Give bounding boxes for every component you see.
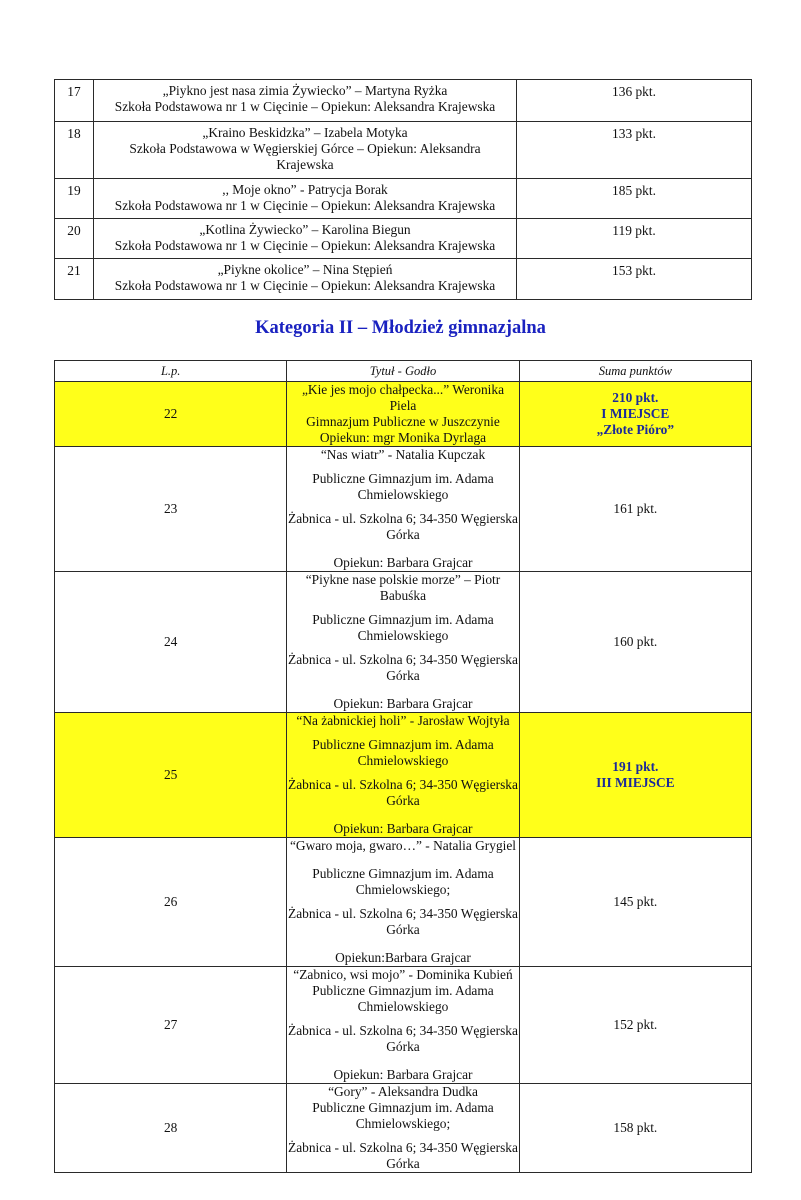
entry-cell <box>287 967 519 1084</box>
entry-guardian-line: Opiekun:Barbara Grajcar <box>335 950 471 965</box>
entry-title-line: “Nas wiatr” - Natalia Kupczak <box>320 447 486 462</box>
entry-cell <box>287 447 519 572</box>
entry-school-line: Szkoła Podstawowa nr 1 w Cięcinie – Opiekun: Aleksandra Krajewska <box>114 278 496 293</box>
row-number: 22 <box>55 382 287 447</box>
entry-title-line: „Kie jes mojo chałpecka...” Weronika Piela <box>301 382 505 413</box>
entry-title-line: “Gwaro moja, gwaro…” - Natalia Grygiel <box>289 838 517 853</box>
entry-title-line: „Piykno jest nasa zimia Żywiecko” – Martyna Ryżka <box>162 83 448 98</box>
results-table-category-1 <box>54 79 752 300</box>
table-header-row <box>55 361 752 382</box>
entry-title-line: “Piykne nase polskie morze” – Piotr Babuśka <box>305 572 501 603</box>
entry-cell <box>94 122 517 179</box>
table-row <box>55 447 752 572</box>
entry-school-line: Szkoła Podstawowa w Węgierskiej Górce – Opiekun: Aleksandra <box>129 141 481 156</box>
entry-guardian-line: Opiekun: Barbara Grajcar <box>333 1067 473 1082</box>
points-value: 210 pkt. <box>612 390 659 405</box>
entry-school-line: Krajewska <box>276 157 334 172</box>
entry-cell <box>94 219 517 259</box>
points-cell: 161 pkt. <box>519 447 751 572</box>
table-row <box>55 219 752 259</box>
entry-cell <box>94 179 517 219</box>
points-cell: 158 pkt. <box>519 1084 751 1173</box>
column-header-points: Suma punktów <box>519 361 751 382</box>
entry-address-line: Żabnica - ul. Szkolna 6; 34-350 Węgierska Górka <box>288 777 518 808</box>
points-cell: 152 pkt. <box>519 967 751 1084</box>
column-header-number: L.p. <box>55 361 287 382</box>
entry-cell <box>287 1084 519 1173</box>
entry-school-line: Publiczne Gimnazjum im. Adama Chmielowskiego <box>312 983 494 1014</box>
entry-title-line: “Zabnico, wsi mojo” - Dominika Kubień <box>293 967 513 982</box>
entry-title-line: „Kraino Beskidzka” – Izabela Motyka <box>202 125 408 140</box>
row-number: 18 <box>55 122 94 179</box>
award-name: „Złote Pióro” <box>596 422 675 437</box>
row-number: 23 <box>55 447 287 572</box>
entry-school-line: Publiczne Gimnazjum im. Adama Chmielowskiego <box>312 471 494 502</box>
award-place: III MIEJSCE <box>596 775 675 790</box>
entry-school-line: Szkoła Podstawowa nr 1 w Cięcinie – Opiekun: Aleksandra Krajewska <box>114 99 496 114</box>
table-row <box>55 80 752 122</box>
entry-title-line: “Na żabnickiej holi” - Jarosław Wojtyła <box>296 713 510 728</box>
entry-address-line: Żabnica - ul. Szkolna 6; 34-350 Węgierska Górka <box>288 906 518 937</box>
table-row <box>55 259 752 300</box>
entry-address-line: Żabnica - ul. Szkolna 6; 34-350 Węgierska Górka <box>288 652 518 683</box>
row-number: 20 <box>55 219 94 259</box>
table-row-highlighted <box>55 713 752 838</box>
entry-school-line: Publiczne Gimnazjum im. Adama Chmielowskiego; <box>312 866 494 897</box>
row-number: 27 <box>55 967 287 1084</box>
points-cell: 136 pkt. <box>517 80 752 122</box>
points-cell: 133 pkt. <box>517 122 752 179</box>
entry-cell <box>94 80 517 122</box>
row-number: 21 <box>55 259 94 300</box>
column-header-title: Tytuł - Godło <box>287 361 519 382</box>
points-cell: 185 pkt. <box>517 179 752 219</box>
entry-cell <box>287 572 519 713</box>
row-number: 24 <box>55 572 287 713</box>
points-cell: 153 pkt. <box>517 259 752 300</box>
award-place: I MIEJSCE <box>601 406 670 421</box>
points-cell: 145 pkt. <box>519 838 751 967</box>
entry-guardian-line: Opiekun: Barbara Grajcar <box>333 696 473 711</box>
points-value: 191 pkt. <box>612 759 659 774</box>
entry-cell <box>94 259 517 300</box>
row-number: 19 <box>55 179 94 219</box>
row-number: 26 <box>55 838 287 967</box>
entry-cell <box>287 838 519 967</box>
row-number: 17 <box>55 80 94 122</box>
entry-title-line: “Gory” - Aleksandra Dudka <box>328 1084 478 1099</box>
table-row <box>55 122 752 179</box>
entry-address-line: Żabnica - ul. Szkolna 6; 34-350 Węgierska Górka <box>288 1023 518 1054</box>
entry-address-line: Żabnica - ul. Szkolna 6; 34-350 Węgierska Górka <box>288 1140 518 1171</box>
entry-school-line: Szkoła Podstawowa nr 1 w Cięcinie – Opiekun: Aleksandra Krajewska <box>114 238 496 253</box>
table-row <box>55 572 752 713</box>
row-number: 28 <box>55 1084 287 1173</box>
table-row <box>55 179 752 219</box>
entry-cell <box>287 713 519 838</box>
entry-school-line: Publiczne Gimnazjum im. Adama Chmielowskiego <box>312 612 494 643</box>
entry-address-line: Żabnica - ul. Szkolna 6; 34-350 Węgierska Górka <box>288 511 518 542</box>
results-table-category-2 <box>54 360 752 1173</box>
points-cell: 119 pkt. <box>517 219 752 259</box>
entry-school-line: Publiczne Gimnazjum im. Adama Chmielowskiego; <box>312 1100 494 1131</box>
points-cell <box>519 713 751 838</box>
entry-cell <box>287 382 519 447</box>
row-number: 25 <box>55 713 287 838</box>
category-heading: Kategoria II – Młodzież gimnazjalna <box>255 318 546 338</box>
entry-school-line: Gimnazjum Publiczne w Juszczynie Opiekun: mgr Monika Dyrlaga <box>306 414 500 445</box>
points-cell: 160 pkt. <box>519 572 751 713</box>
entry-title-line: „Piykne okolice” – Nina Stępień <box>217 262 393 277</box>
entry-guardian-line: Opiekun: Barbara Grajcar <box>333 821 473 836</box>
entry-guardian-line: Opiekun: Barbara Grajcar <box>333 555 473 570</box>
table-row <box>55 1084 752 1173</box>
table-row <box>55 838 752 967</box>
table-row <box>55 967 752 1084</box>
entry-title-line: „Kotlina Żywiecko” – Karolina Biegun <box>199 222 411 237</box>
entry-school-line: Publiczne Gimnazjum im. Adama Chmielowskiego <box>312 737 494 768</box>
entry-school-line: Szkoła Podstawowa nr 1 w Cięcinie – Opiekun: Aleksandra Krajewska <box>114 198 496 213</box>
points-cell <box>519 382 751 447</box>
table-row-highlighted <box>55 382 752 447</box>
entry-title-line: ,, Moje okno” - Patrycja Borak <box>222 182 388 197</box>
